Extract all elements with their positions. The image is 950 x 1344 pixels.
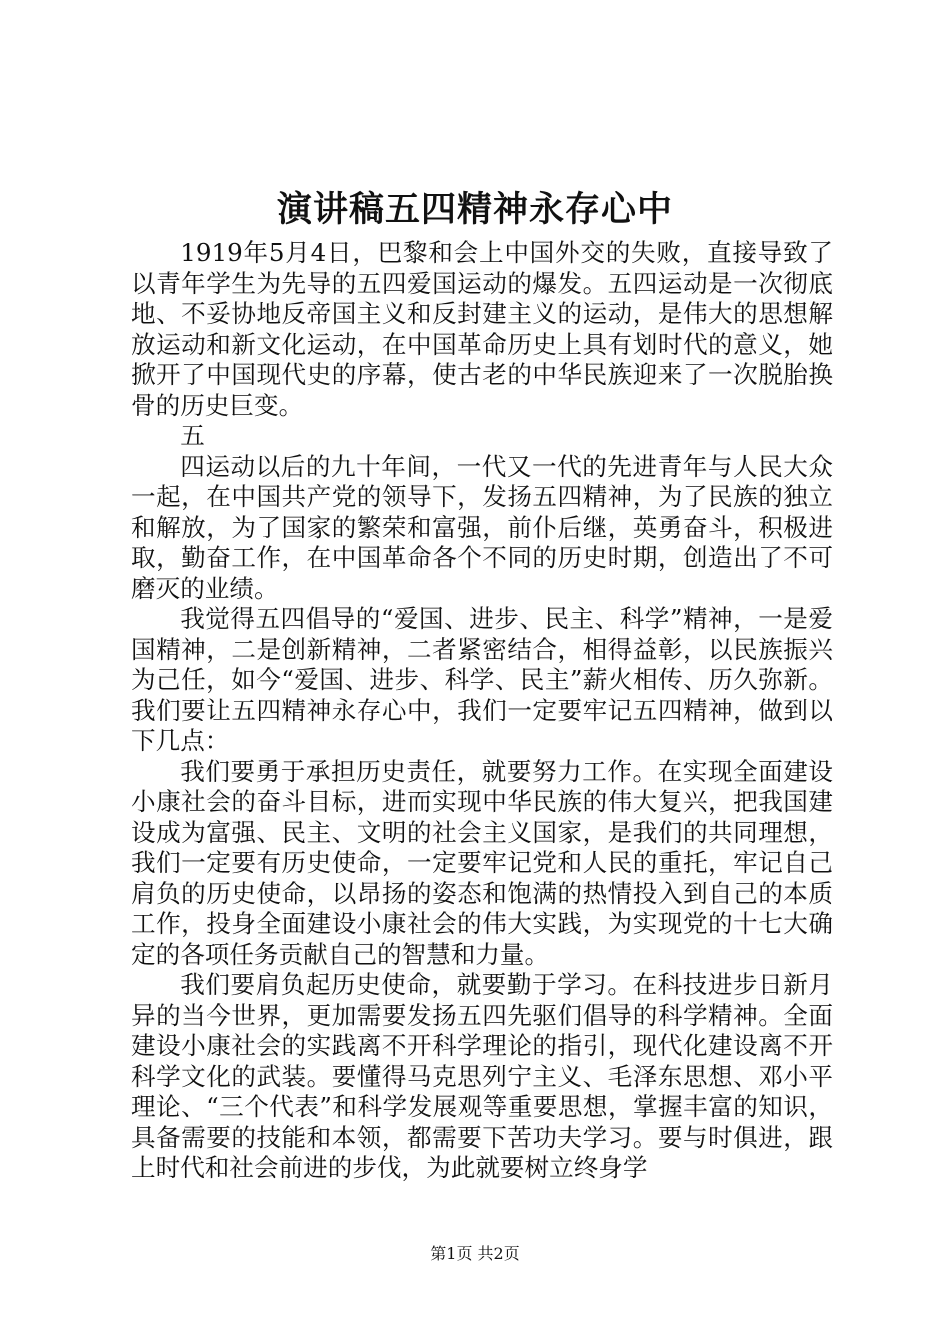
paragraph: 1919年5月4日，巴黎和会上中国外交的失败，直接导致了以青年学生为先导的五四爱国运动的爆发。五四运动是一次彻底地、不妥协地反帝国主义和反封建主义的运动，是伟大的思想解放运动和新文化运动，在中国革命历史上具有划时代的意义，她掀开了中国现代史的序幕，使古老的中华民族迎来了一次脱胎换骨的历史巨变。 <box>131 238 833 420</box>
document-body <box>131 238 833 1184</box>
paragraph: 五 <box>180 421 205 450</box>
paragraph: 我们要肩负起历史使命，就要勤于学习。在科技进步日新月异的当今世界，更加需要发扬五四先驱们倡导的科学精神。全面建设小康社会的实践离不开科学理论的指引，现代化建设离不开科学文化的武装。要懂得马克思列宁主义、毛泽东思想、邓小平理论、“三个代表”和科学发展观等重要思想，掌握丰富的知识，具备需要的技能和本领，都需要下苦功夫学习。要与时俱进，跟上时代和社会前进的步伐，为此就要树立终身学 <box>131 970 833 1182</box>
paragraph: 我觉得五四倡导的“爱国、进步、民主、科学”精神，一是爱国精神，二是创新精神，二者紧密结合，相得益彰，以民族振兴为己任，如今“爱国、进步、科学、民主”薪火相传、历久弥新。我们要让五四精神永存心中，我们一定要牢记五四精神，做到以下几点： <box>131 604 833 755</box>
paragraph: 四运动以后的九十年间，一代又一代的先进青年与人民大众一起，在中国共产党的领导下，发扬五四精神，为了民族的独立和解放，为了国家的繁荣和富强，前仆后继，英勇奋斗，积极进取，勤奋工作，在中国革命各个不同的历史时期，创造出了不可磨灭的业绩。 <box>131 451 833 603</box>
page-number-footer: 第1页 共2页 <box>430 1244 520 1263</box>
document-title: 演讲稿五四精神永存心中 <box>276 189 673 230</box>
paragraph: 我们要勇于承担历史责任，就要努力工作。在实现全面建设小康社会的奋斗目标，进而实现中华民族的伟大复兴，把我国建设成为富强、民主、文明的社会主义国家，是我们的共同理想，我们一定要有历史使命，一定要牢记党和人民的重托，牢记自己肩负的历史使命，以昂扬的姿态和饱满的热情投入到自己的本质工作，投身全面建设小康社会的伟大实践，为实现党的十七大确定的各项任务贡献自己的智慧和力量。 <box>131 756 833 969</box>
